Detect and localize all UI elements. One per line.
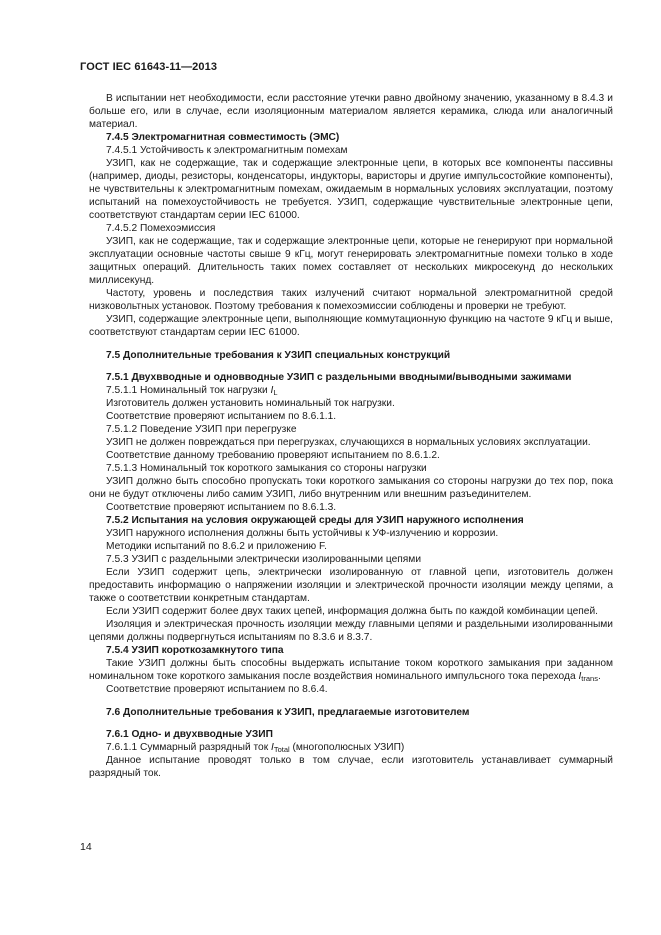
section-heading-7-5: 7.5 Дополнительные требования к УЗИП специальных конструкций: [106, 350, 451, 361]
paragraph: Соответствие данному требованию проверяют испытанием по 8.6.1.2.: [106, 450, 440, 461]
paragraph: В испытании нет необходимости, если расстояние утечки равно двойному значению, указанному в 8.4.3 и больше его, или в случае, если изоляционным материалом является керамика, слюда или аналогичный материал.: [89, 93, 613, 130]
subsection-heading-7-4-5-2: 7.4.5.2 Помехоэмиссия: [106, 223, 216, 234]
symbol: I: [271, 742, 274, 753]
paragraph: УЗИП должно быть способно пропускать токи короткого замыкания со стороны нагрузки до тех пор, пока они не будут отключены либо самим УЗИП, либо внутренним или внешним разъединителем.: [89, 476, 613, 500]
paragraph: [89, 657, 613, 683]
paragraph: Соответствие проверяют испытанием по 8.6.1.1.: [106, 411, 337, 422]
paragraph: Данное испытание проводят только в том случае, если изготовитель устанавливает суммарный разрядный ток.: [89, 755, 613, 779]
paragraph: Изготовитель должен установить номинальный ток нагрузки.: [106, 398, 395, 409]
heading-text: 7.5.1.1 Номинальный ток нагрузки: [106, 385, 271, 396]
section-heading-7-5-1: 7.5.1 Двухвводные и одновводные УЗИП с раздельными вводными/выводными зажимами: [106, 372, 572, 383]
paragraph: Соответствие проверяют испытанием по 8.6.4.: [106, 684, 328, 695]
paragraph-text: Такие УЗИП должны быть способны выдержать испытание током короткого замыкания при заданном номинальном токе короткого замыкания после воздействия номинального импульсного тока перехода: [89, 658, 613, 682]
section-heading-7-6-1: 7.6.1 Одно- и двухвводные УЗИП: [106, 729, 273, 740]
symbol-subscript: Total: [273, 745, 290, 754]
symbol: I: [578, 671, 582, 682]
heading-end: (многополюсных УЗИП): [289, 742, 405, 753]
subsection-heading-7-5-1-1: [89, 384, 613, 397]
symbol-subscript: L: [273, 388, 278, 397]
page-body: [89, 92, 613, 780]
paragraph: Если УЗИП содержит цепь, электрически изолированную от главной цепи, изготовитель должен предоставить информацию о напряжении изоляции и электрической прочности изоляции между цепями, а также о соответствии конкретным стандартам.: [89, 567, 613, 604]
paragraph: Если УЗИП содержит более двух таких цепей, информация должна быть по каждой комбинации цепей.: [106, 606, 598, 617]
section-heading-7-5-2: 7.5.2 Испытания на условия окружающей среды для УЗИП наружного исполнения: [106, 515, 524, 526]
subsection-heading-7-5-3: 7.5.3 УЗИП с раздельными электрически изолированными цепями: [106, 554, 422, 565]
subsection-heading-7-4-5-1: 7.4.5.1 Устойчивость к электромагнитным помехам: [106, 145, 348, 156]
paragraph: УЗИП, содержащие электронные цепи, выполняющие коммутационную функцию на частоте 9 кГц и выше, соответствуют стандартам серии IEC 61000.: [89, 314, 613, 338]
section-heading-7-6: 7.6 Дополнительные требования к УЗИП, предлагаемые изготовителем: [106, 707, 470, 718]
paragraph: Соответствие проверяют испытанием по 8.6.1.3.: [106, 502, 337, 513]
symbol-subscript: trans: [581, 674, 598, 683]
subsection-heading-7-5-1-2: 7.5.1.2 Поведение УЗИП при перегрузке: [106, 424, 297, 435]
paragraph: Частоту, уровень и последствия таких излучений считают нормальной электромагнитной средой низковольтных установок. Поэтому требования к помехоэмиссии соблюдены и проверки не требуют.: [89, 288, 613, 312]
page-number: 14: [80, 841, 92, 853]
paragraph: Методики испытаний по 8.6.2 и приложению F.: [106, 541, 327, 552]
section-heading-7-5-4: 7.5.4 УЗИП короткозамкнутого типа: [106, 645, 284, 656]
heading-text: 7.6.1.1 Суммарный разрядный ток: [106, 742, 272, 753]
symbol: I: [270, 385, 274, 396]
paragraph: УЗИП наружного исполнения должны быть устойчивы к УФ-излучению и коррозии.: [106, 528, 499, 539]
document-header: ГОСТ IEC 61643-11—2013: [80, 61, 218, 73]
subsection-heading-7-5-1-3: 7.5.1.3 Номинальный ток короткого замыкания со стороны нагрузки: [106, 463, 427, 474]
paragraph: УЗИП не должен повреждаться при перегрузках, случающихся в нормальных условиях эксплуатации.: [106, 437, 591, 448]
paragraph-end: .: [597, 671, 601, 682]
section-heading-7-4-5: 7.4.5 Электромагнитная совместимость (ЭМС): [106, 132, 340, 143]
paragraph: УЗИП, как не содержащие, так и содержащие электронные цепи, в которых все компоненты пассивны (например, диоды, резисторы, конденсаторы, индукторы, варисторы и другие импульсостойкие компоненты), не чувствительны к электромагнитным помехам, ожидаемым в нормальных условиях эксплуатации, поэтому испытаний на помехоустойчивость не требуется. УЗИП, содержащие чувствительные электронные цепи, соответствуют стандартам серии IEC 61000.: [89, 158, 613, 221]
paragraph: Изоляция и электрическая прочность изоляции между главными цепями и раздельными изолированными цепями должны подвергнуться испытаниям по 8.3.6 и 8.3.7.: [89, 619, 613, 643]
paragraph: УЗИП, как не содержащие, так и содержащие электронные цепи, которые не генерируют при нормальной эксплуатации основные частоты свыше 9 кГц, могут генерировать электромагнитные помехи только в ходе защитных операций. Длительность таких помех составляет от нескольких микросекунд до нескольких миллисекунд.: [89, 236, 613, 286]
subsection-heading-7-6-1-1: [89, 741, 613, 754]
